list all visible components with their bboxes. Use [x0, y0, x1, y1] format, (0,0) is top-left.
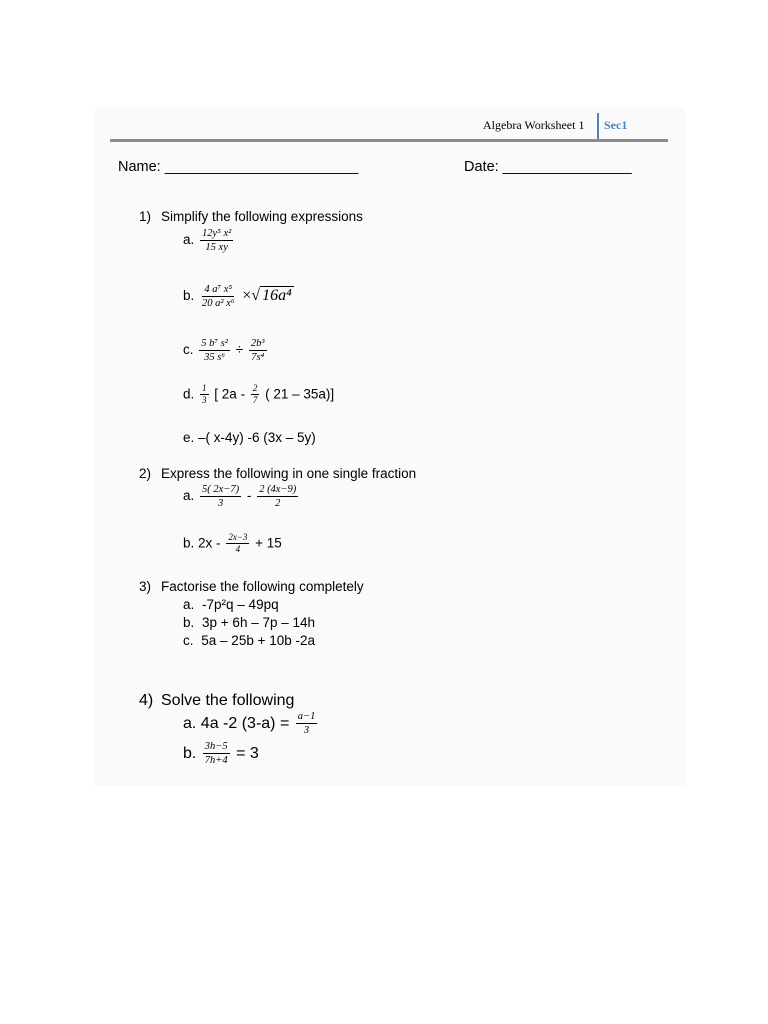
- q4-item-a: [183, 711, 319, 736]
- denominator: 20 a² x⁶: [202, 298, 235, 310]
- q2-number: 2): [139, 466, 152, 481]
- item-letter: a.: [183, 488, 195, 504]
- denominator: 3: [202, 395, 207, 406]
- numerator: 1: [200, 384, 209, 395]
- expression-text: = 3: [236, 744, 259, 762]
- denominator: 15 xy: [205, 242, 228, 254]
- expression-text: 3p + 6h – 7p – 14h: [202, 615, 316, 630]
- denominator: 4: [235, 544, 241, 555]
- q1-item-a: [183, 228, 235, 253]
- item-letter: b.: [183, 744, 197, 762]
- fraction: [249, 338, 267, 363]
- item-letter: b.: [183, 615, 195, 630]
- q4-number: 4): [139, 692, 154, 709]
- q4-prompt: Solve the following: [161, 692, 295, 709]
- fraction: [200, 384, 209, 406]
- q3-item-c: [183, 633, 315, 648]
- radicand: 16a⁴: [262, 287, 292, 305]
- fraction: [200, 484, 241, 509]
- q2-item-b: [183, 533, 282, 555]
- q4-item-b: [183, 741, 259, 766]
- denominator: 3: [303, 725, 310, 737]
- denominator: 35 s⁶: [204, 352, 226, 364]
- item-letter: a.: [183, 714, 197, 732]
- numerator: 2 (4x−9): [257, 484, 298, 497]
- item-letter: a.: [183, 597, 195, 612]
- numerator: 5( 2x−7): [200, 484, 241, 497]
- q1-prompt: Simplify the following expressions: [161, 209, 363, 224]
- q3-item-a: [183, 597, 279, 612]
- denominator: 7s⁴: [251, 352, 265, 364]
- divide-symbol: ÷: [235, 342, 244, 358]
- denominator: 3: [217, 498, 224, 510]
- fraction: [257, 484, 298, 509]
- expression-text: ( 21 – 35a)]: [265, 386, 335, 402]
- numerator: 2b³: [249, 338, 267, 351]
- numerator: 3h−5: [203, 741, 230, 754]
- numerator: 5 b⁷ s²: [199, 338, 230, 351]
- item-letter: a.: [183, 232, 195, 248]
- minus-symbol: -: [246, 488, 252, 504]
- item-letter: d.: [183, 386, 195, 402]
- expression-text: 2x -: [198, 535, 221, 551]
- numerator: a−1: [296, 711, 318, 724]
- numerator: 2x−3: [226, 533, 249, 544]
- q2-item-a: [183, 484, 300, 509]
- expression-text: 4a -2 (3-a) =: [200, 714, 290, 732]
- date-field[interactable]: Date: ________________: [464, 159, 632, 175]
- item-letter: b.: [183, 288, 195, 304]
- times-sqrt-symbol: ×√: [242, 287, 261, 305]
- fraction: [251, 384, 260, 406]
- expression-text: + 15: [255, 535, 282, 551]
- fraction: [200, 284, 236, 309]
- name-field[interactable]: Name: ________________________: [118, 159, 359, 175]
- q3-prompt: Factorise the following completely: [161, 579, 364, 594]
- fraction: [203, 741, 230, 766]
- item-letter: c.: [183, 342, 194, 358]
- q1-item-b: [183, 284, 294, 309]
- item-letter: c.: [183, 633, 194, 648]
- q1-item-d: [183, 384, 334, 406]
- numerator: 4 a⁷ x⁵: [202, 284, 234, 297]
- fraction: [200, 228, 233, 253]
- fraction: [199, 338, 230, 363]
- item-letter: e.: [183, 430, 195, 445]
- fraction: [226, 533, 249, 555]
- expression-text: -7p²q – 49pq: [202, 597, 279, 612]
- fraction: [296, 711, 318, 736]
- q3-number: 3): [139, 579, 152, 594]
- denominator: 2: [275, 498, 281, 510]
- item-letter: b.: [183, 535, 195, 551]
- numerator: 2: [251, 384, 260, 395]
- q3-item-b: [183, 615, 315, 630]
- expression-text: [ 2a -: [214, 386, 246, 402]
- expression-text: 5a – 25b + 10b -2a: [201, 633, 316, 648]
- numerator: 12y⁵ x²: [200, 228, 233, 241]
- q1-item-c: [183, 338, 269, 363]
- section-label: Sec1: [604, 118, 628, 132]
- expression-text: –( x-4y) -6 (3x – 5y): [198, 430, 316, 445]
- worksheet-title: Algebra Worksheet 1: [483, 118, 585, 132]
- q1-item-e: [183, 430, 316, 445]
- denominator: 7h+4: [204, 755, 228, 767]
- header-rule: [110, 139, 668, 142]
- denominator: 7: [252, 395, 258, 406]
- q1-number: 1): [139, 209, 152, 224]
- q2-prompt: Express the following in one single fraction: [161, 466, 417, 481]
- header-divider: [597, 113, 599, 139]
